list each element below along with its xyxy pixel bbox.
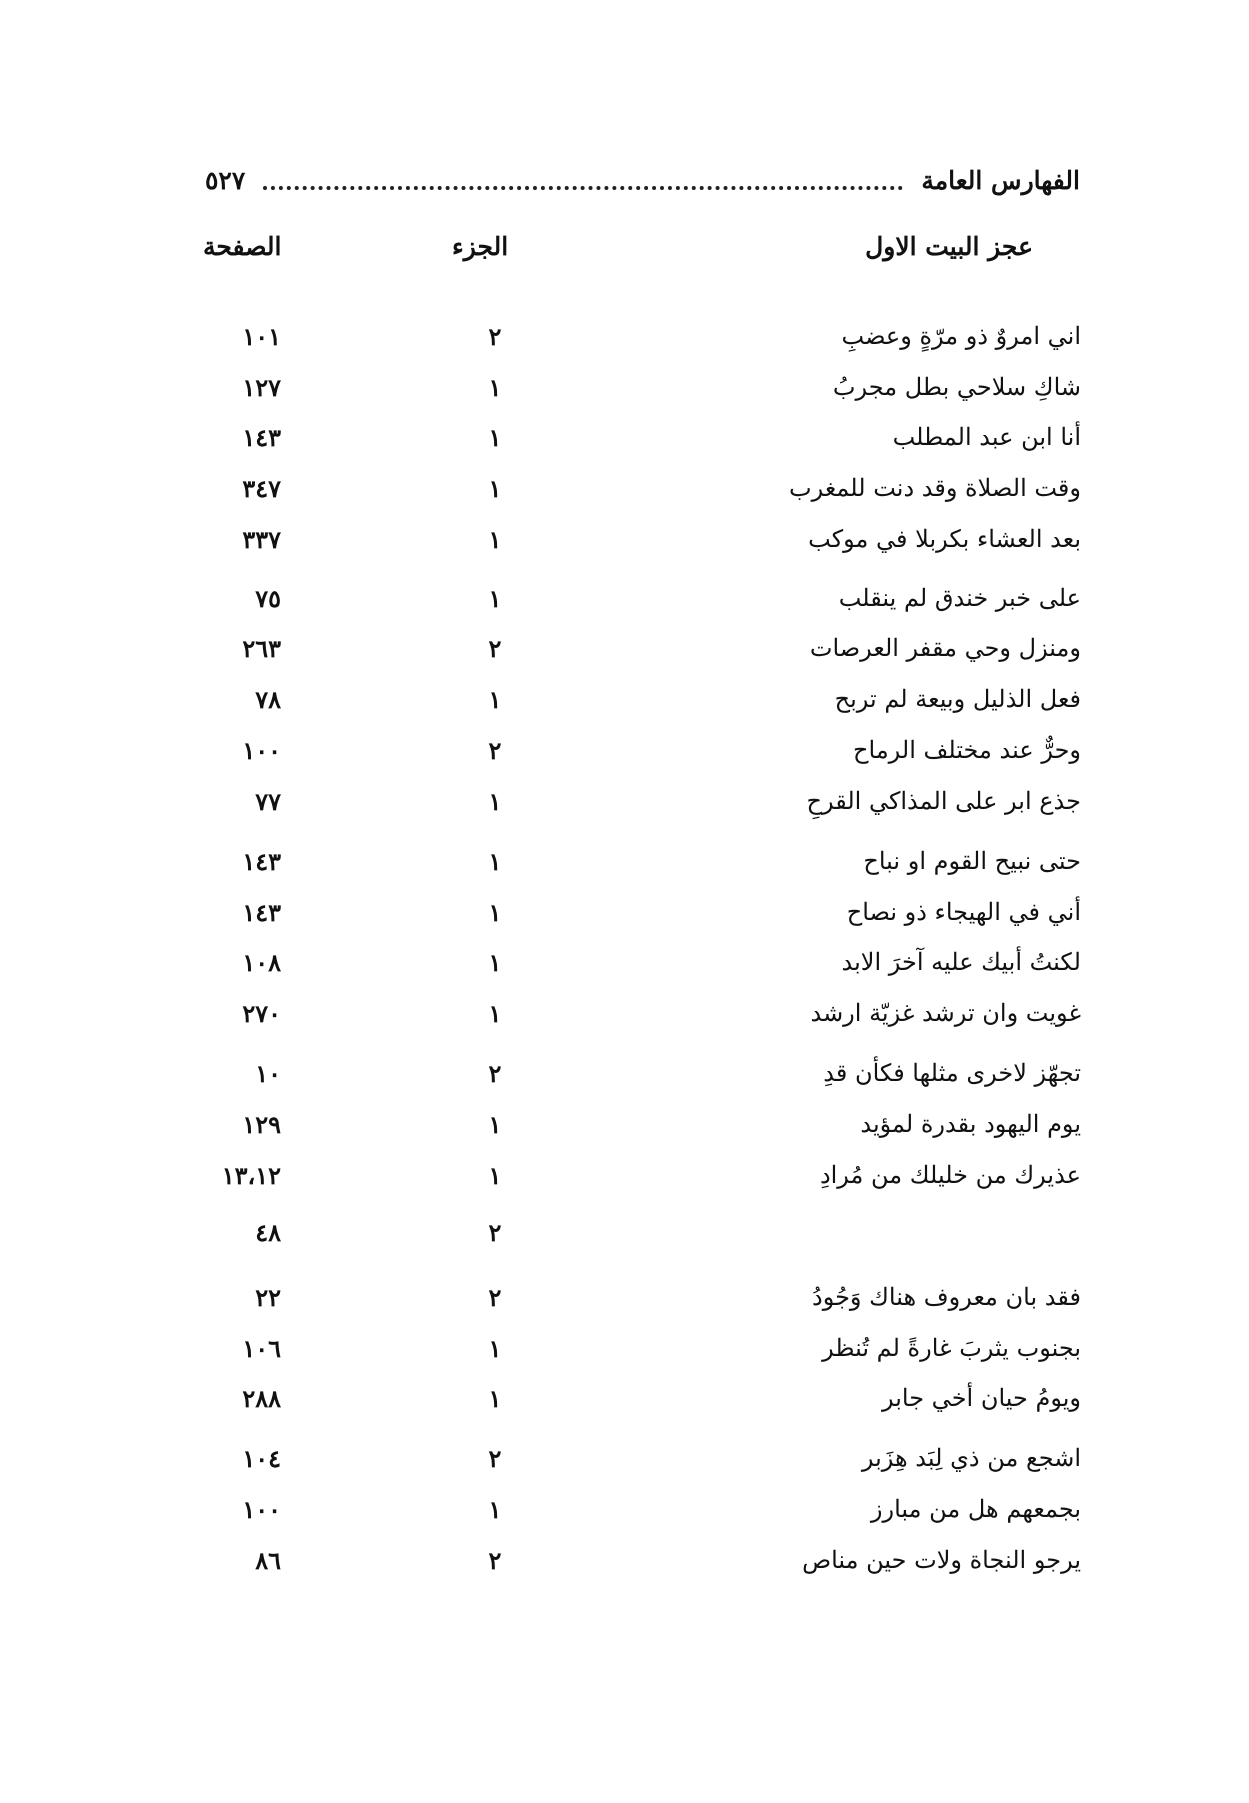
verse-text: بجمعهم هل من مبارز [870, 1495, 1081, 1523]
index-row [0, 685, 1249, 725]
page-ref: ٧٥ [255, 584, 281, 613]
page-ref: ١٤٣ [242, 847, 281, 876]
part-number: ١ [488, 787, 502, 816]
verse-text: ويومُ حيان أخي جابر [881, 1384, 1081, 1412]
page-ref: ٧٨ [255, 685, 281, 714]
part-number: ١ [488, 898, 502, 927]
part-number: ٢ [488, 1444, 502, 1473]
column-header-page: الصفحة [203, 232, 282, 261]
part-number: ١ [488, 474, 502, 503]
index-row [0, 1546, 1249, 1586]
page-ref: ١٠٦ [242, 1334, 281, 1363]
index-row [0, 1059, 1249, 1099]
column-header-part: الجزء [452, 232, 509, 261]
index-row [0, 898, 1249, 938]
index-row [0, 999, 1249, 1039]
index-row [0, 787, 1249, 827]
page-ref: ٢٨٨ [242, 1384, 281, 1413]
page-ref: ٣٤٧ [242, 474, 281, 503]
page-ref: ١٢٧ [242, 373, 281, 402]
page-ref: ٢٧٠ [242, 999, 281, 1028]
verse-text: يرجو النجاة ولات حين مناص [802, 1546, 1081, 1574]
dot-leader [263, 186, 903, 190]
verse-text: يوم اليهود بقدرة لمؤيد [860, 1110, 1081, 1138]
verse-text: ومنزل وحي مقفر العرصات [809, 634, 1081, 662]
index-row [0, 1283, 1249, 1323]
verse-text: عذيرك من خليلك من مُرادِ [819, 1161, 1081, 1189]
part-number: ١ [488, 1334, 502, 1363]
verse-text: فقد بان معروف هناك وَجُودُ [812, 1283, 1081, 1311]
page-ref: ١٠٠ [242, 1495, 281, 1524]
index-row [0, 847, 1249, 887]
verse-text: جذع ابر على المذاكي القرحِ [806, 787, 1081, 815]
column-headers [0, 232, 1249, 276]
index-row [0, 948, 1249, 988]
part-number: ٢ [488, 736, 502, 765]
verse-text: بجنوب يثربَ غارةً لم تُنظر [822, 1334, 1081, 1362]
page-ref: ١٠١ [242, 322, 281, 351]
index-row [0, 1444, 1249, 1484]
part-number: ١ [488, 1110, 502, 1139]
verse-text: حتى نبيح القوم او نباح [863, 847, 1081, 875]
part-number: ١ [488, 584, 502, 613]
part-number: ٢ [488, 634, 502, 663]
part-number: ٢ [488, 1546, 502, 1575]
verse-text: أنا ابن عبد المطلب [892, 423, 1081, 451]
verse-text: فعل الذليل وبيعة لم تربح [834, 685, 1081, 713]
part-number: ١ [488, 847, 502, 876]
verse-text: اشجع من ذي لِبَد هِزَبر [861, 1444, 1081, 1472]
part-number: ١ [488, 423, 502, 452]
running-head [205, 158, 1080, 202]
index-row [0, 423, 1249, 463]
page-ref: ١٠٠ [242, 736, 281, 765]
verse-text: وقت الصلاة وقد دنت للمغرب [789, 474, 1081, 502]
running-title: الفهارس العامة [921, 165, 1080, 195]
part-number: ٢ [488, 1218, 502, 1247]
verse-text: على خبر خندق لم ينقلب [838, 584, 1081, 612]
index-row [0, 474, 1249, 514]
page-ref: ١٠ [255, 1059, 281, 1088]
index-row [0, 1110, 1249, 1150]
page-ref: ٤٨ [255, 1218, 281, 1247]
verse-text: تجهّز لاخرى مثلها فكأن قدِ [823, 1059, 1081, 1087]
verse-text: لكنتُ أبيك عليه آخرَ الابد [841, 948, 1081, 976]
index-row [0, 1218, 1249, 1258]
part-number: ١ [488, 1384, 502, 1413]
index-row [0, 634, 1249, 674]
page-ref: ٢٢ [255, 1283, 281, 1312]
part-number: ٢ [488, 1283, 502, 1312]
index-row [0, 1384, 1249, 1424]
part-number: ١ [488, 685, 502, 714]
index-row [0, 1495, 1249, 1535]
page-ref: ١٠٨ [242, 948, 281, 977]
page-ref: ١٢٩ [242, 1110, 281, 1139]
index-row [0, 584, 1249, 624]
verse-text: شاكِ سلاحي بطل مجربُ [832, 373, 1081, 401]
index-row [0, 373, 1249, 413]
page-ref: ٧٧ [255, 787, 281, 816]
part-number: ١ [488, 1161, 502, 1190]
verse-text: أني في الهيجاء ذو نصاح [846, 898, 1081, 926]
index-row [0, 322, 1249, 362]
part-number: ٢ [488, 322, 502, 351]
part-number: ١ [488, 1495, 502, 1524]
verse-text: اني امروٌ ذو مرّةٍ وعضبِ [841, 322, 1081, 350]
page-ref: ٨٦ [255, 1546, 281, 1575]
page-ref: ٢٦٣ [242, 634, 281, 663]
page-ref: ٣٣٧ [242, 525, 281, 554]
index-row [0, 1161, 1249, 1201]
part-number: ١ [488, 373, 502, 402]
verse-text: بعد العشاء بكربلا في موكب [808, 525, 1081, 553]
page-ref: ١٣،١٢ [221, 1161, 281, 1190]
part-number: ١ [488, 948, 502, 977]
column-header-verse: عجز البيت الاول [865, 232, 1033, 261]
page-ref: ١٤٣ [242, 423, 281, 452]
index-row [0, 736, 1249, 776]
index-row [0, 525, 1249, 565]
index-row [0, 1334, 1249, 1374]
verse-text: غويت وان ترشد غزيّة ارشد [810, 999, 1081, 1027]
part-number: ١ [488, 999, 502, 1028]
part-number: ٢ [488, 1059, 502, 1088]
part-number: ١ [488, 525, 502, 554]
page-ref: ١٠٤ [242, 1444, 281, 1473]
page-ref: ١٤٣ [242, 898, 281, 927]
verse-text: وحرٌّ عند مختلف الرماح [853, 736, 1081, 764]
page-number: ٥٢٧ [205, 165, 246, 195]
